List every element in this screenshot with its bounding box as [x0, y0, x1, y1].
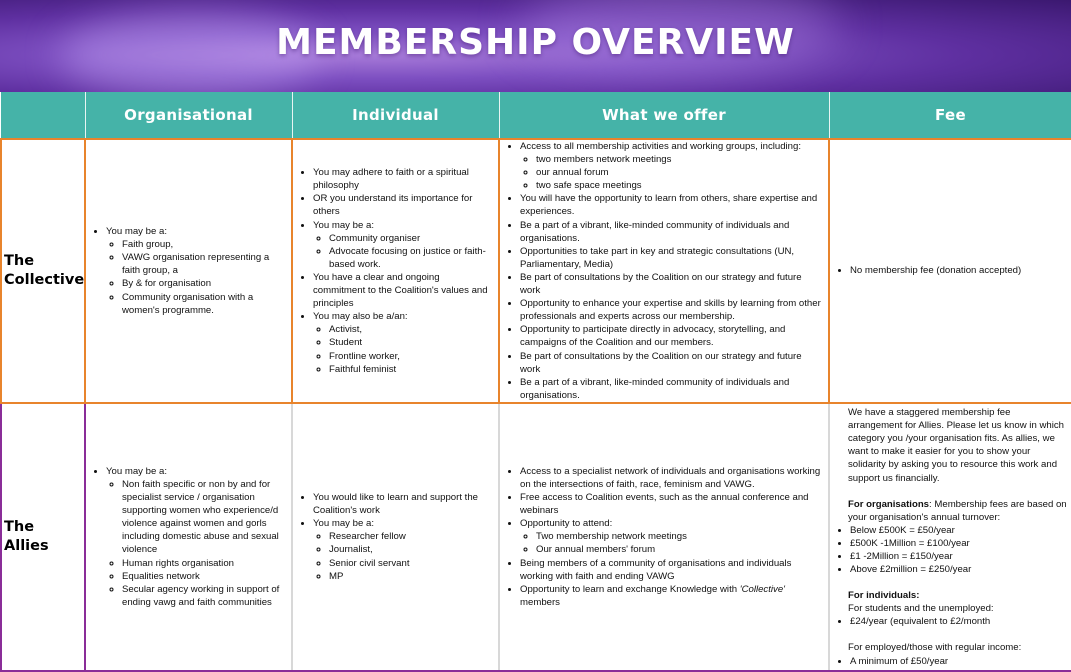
fee-individuals-text: For students and the unemployed:	[848, 603, 994, 615]
collective-organisational-cell	[85, 139, 292, 403]
bullet-list	[299, 166, 494, 376]
list-item: ◦ two safe space meetings	[536, 179, 824, 192]
list-item: ◦ By & for organisation	[122, 277, 287, 290]
list-item: • You may be a: ◦ Community organiser ◦ Advocate focusing on justice or faith-based work.	[313, 219, 494, 271]
collective-offer-cell	[499, 139, 829, 403]
list-item: • Below £500K = £50/year	[850, 524, 1067, 537]
list-item: • Opportunity to learn and exchange Knowledge with 'Collective' members	[520, 583, 824, 609]
bullet-list	[506, 140, 824, 402]
list-item: ◦ Advocate focusing on justice or faith-based work.	[329, 245, 494, 271]
list-item: • OR you understand its importance for others	[313, 192, 494, 218]
list-item: ◦ Secular agency working in support of ending vawg and faith communities	[122, 583, 287, 609]
list-item: • Opportunity to participate directly in advocacy, storytelling, and campaigns of the Coalition and our members.	[520, 323, 824, 349]
header-banner	[0, 0, 1071, 92]
list-item: ◦ Senior civil servant	[329, 557, 494, 570]
list-item: • Opportunities to take part in key and strategic consultations (UN, Parliamentary, Media)	[520, 245, 824, 271]
list-item: • £500K -1Million = £100/year	[850, 537, 1067, 550]
list-item: • You may adhere to faith or a spiritual philosophy	[313, 166, 494, 192]
list-item: ◦ Our annual members' forum	[536, 543, 824, 556]
list-item: • You may also be a/an: ◦ Activist, ◦ Student ◦ Frontline worker, ◦ Faithful feminist	[313, 310, 494, 375]
list-item: • You will have the opportunity to learn from others, share expertise and experiences.	[520, 192, 824, 218]
list-item: ◦ Journalist,	[329, 543, 494, 556]
allies-offer-cell	[499, 403, 829, 671]
list-item: ◦ Student	[329, 336, 494, 349]
list-item: • You may be a: ◦ Non faith specific or non by and for specialist service / organisation supporting women who experience/d violence against women and gorls including domestic abuse and sexual violence ◦ Human rights organisation ◦ Equalities network ◦ Secular agency working in support of ending vawg and faith communities	[106, 465, 287, 609]
list-item: • You would like to learn and support the Coalition's work	[313, 491, 494, 517]
allies-row	[1, 403, 1071, 671]
list-item: ◦ MP	[329, 570, 494, 583]
list-item: • £1 -2Million = £150/year	[850, 550, 1067, 563]
list-item: ◦ Equalities network	[122, 570, 287, 583]
collective-individual-cell	[292, 139, 499, 403]
allies-organisational-cell	[85, 403, 292, 671]
list-item: ◦ Faith group,	[122, 238, 287, 251]
header-individual: Individual	[292, 92, 499, 139]
header-what-we-offer: What we offer	[499, 92, 829, 139]
membership-table	[0, 92, 1071, 672]
allies-fee-cell	[829, 403, 1071, 671]
fee-employed-text: For employed/those with regular income:	[848, 642, 1022, 654]
list-item: • You have a clear and ongoing commitment to the Coalition's values and principles	[313, 271, 494, 310]
header-blank	[1, 92, 85, 139]
list-item: • A minimum of £50/year	[850, 655, 1067, 668]
list-item: • Be a part of a vibrant, like-minded community of individuals and organisations.	[520, 219, 824, 245]
bullet-list	[299, 491, 494, 583]
list-item: • Opportunity to enhance your expertise and skills by learning from other professionals and experts across our membership.	[520, 297, 824, 323]
header-fee: Fee	[829, 92, 1071, 139]
bullet-list	[506, 465, 824, 609]
list-item: ◦ our annual forum	[536, 166, 824, 179]
fee-individuals-heading: For individuals:	[848, 590, 920, 602]
list-item: • Be a part of a vibrant, like-minded community of individuals and organisations.	[520, 376, 824, 402]
header-organisational: Organisational	[85, 92, 292, 139]
header-row	[1, 92, 1071, 139]
list-item: ◦ Human rights organisation	[122, 557, 287, 570]
page-title: MEMBERSHIP OVERVIEW	[276, 22, 795, 63]
list-item: ◦ Community organisation with a women's programme.	[122, 291, 287, 317]
list-item: ◦ VAWG organisation representing a faith group, a	[122, 251, 287, 277]
fee-intro: We have a staggered membership fee arrangement for Allies. Please let us know in which category you /your organisation fits. As allies, we want to make it easier for you to show your solidarity by asking you to resource this work and support us financially.	[848, 407, 1064, 484]
allies-individual-cell	[292, 403, 499, 671]
list-item: ◦ Two membership network meetings	[536, 530, 824, 543]
list-item: • Access to all membership activities and working groups, including: ◦ two members network meetings ◦ our annual forum ◦ two safe space meetings	[520, 140, 824, 192]
fee-organisations: For organisations: Membership fees are based on your organisation's annual turnover:	[848, 498, 1067, 523]
list-item: ◦ Faithful feminist	[329, 363, 494, 376]
list-item: • Free access to Coalition events, such as the annual conference and webinars	[520, 491, 824, 517]
list-item: ◦ Researcher fellow	[329, 530, 494, 543]
list-item: • Above £2million = £250/year	[850, 563, 1067, 576]
list-item: • Be part of consultations by the Coalition on our strategy and future work	[520, 271, 824, 297]
collective-row	[1, 139, 1071, 403]
list-item: ◦ Activist,	[329, 323, 494, 336]
allies-label: The Allies	[1, 403, 85, 671]
list-item: • Be part of consultations by the Coalition on our strategy and future work	[520, 350, 824, 376]
list-item: • Being members of a community of organisations and individuals working with faith and ending VAWG	[520, 557, 824, 583]
collective-fee-cell	[829, 139, 1071, 403]
list-item: ◦ Frontline worker,	[329, 350, 494, 363]
list-item: • Access to a specialist network of individuals and organisations working on the intersections of faith, race, feminism and VAWG.	[520, 465, 824, 491]
list-item: ◦ Non faith specific or non by and for specialist service / organisation supporting women who experience/d violence against women and gorls including domestic abuse and sexual violence	[122, 478, 287, 557]
list-item: • You may be a: ◦ Faith group, ◦ VAWG organisation representing a faith group, a ◦ By & for organisation ◦ Community organisation with a women's programme.	[106, 225, 287, 317]
collective-label: The Collective	[1, 139, 85, 403]
list-item: • £24/year (equivalent to £2/month	[850, 615, 1067, 628]
list-item: • You may be a: ◦ Researcher fellow ◦ Journalist, ◦ Senior civil servant ◦ MP	[313, 517, 494, 582]
list-item: ◦ Community organiser	[329, 232, 494, 245]
list-item: ◦ two members network meetings	[536, 153, 824, 166]
list-item: • Opportunity to attend: ◦ Two membership network meetings ◦ Our annual members' forum	[520, 517, 824, 556]
list-item: • No membership fee (donation accepted)	[850, 264, 1067, 277]
